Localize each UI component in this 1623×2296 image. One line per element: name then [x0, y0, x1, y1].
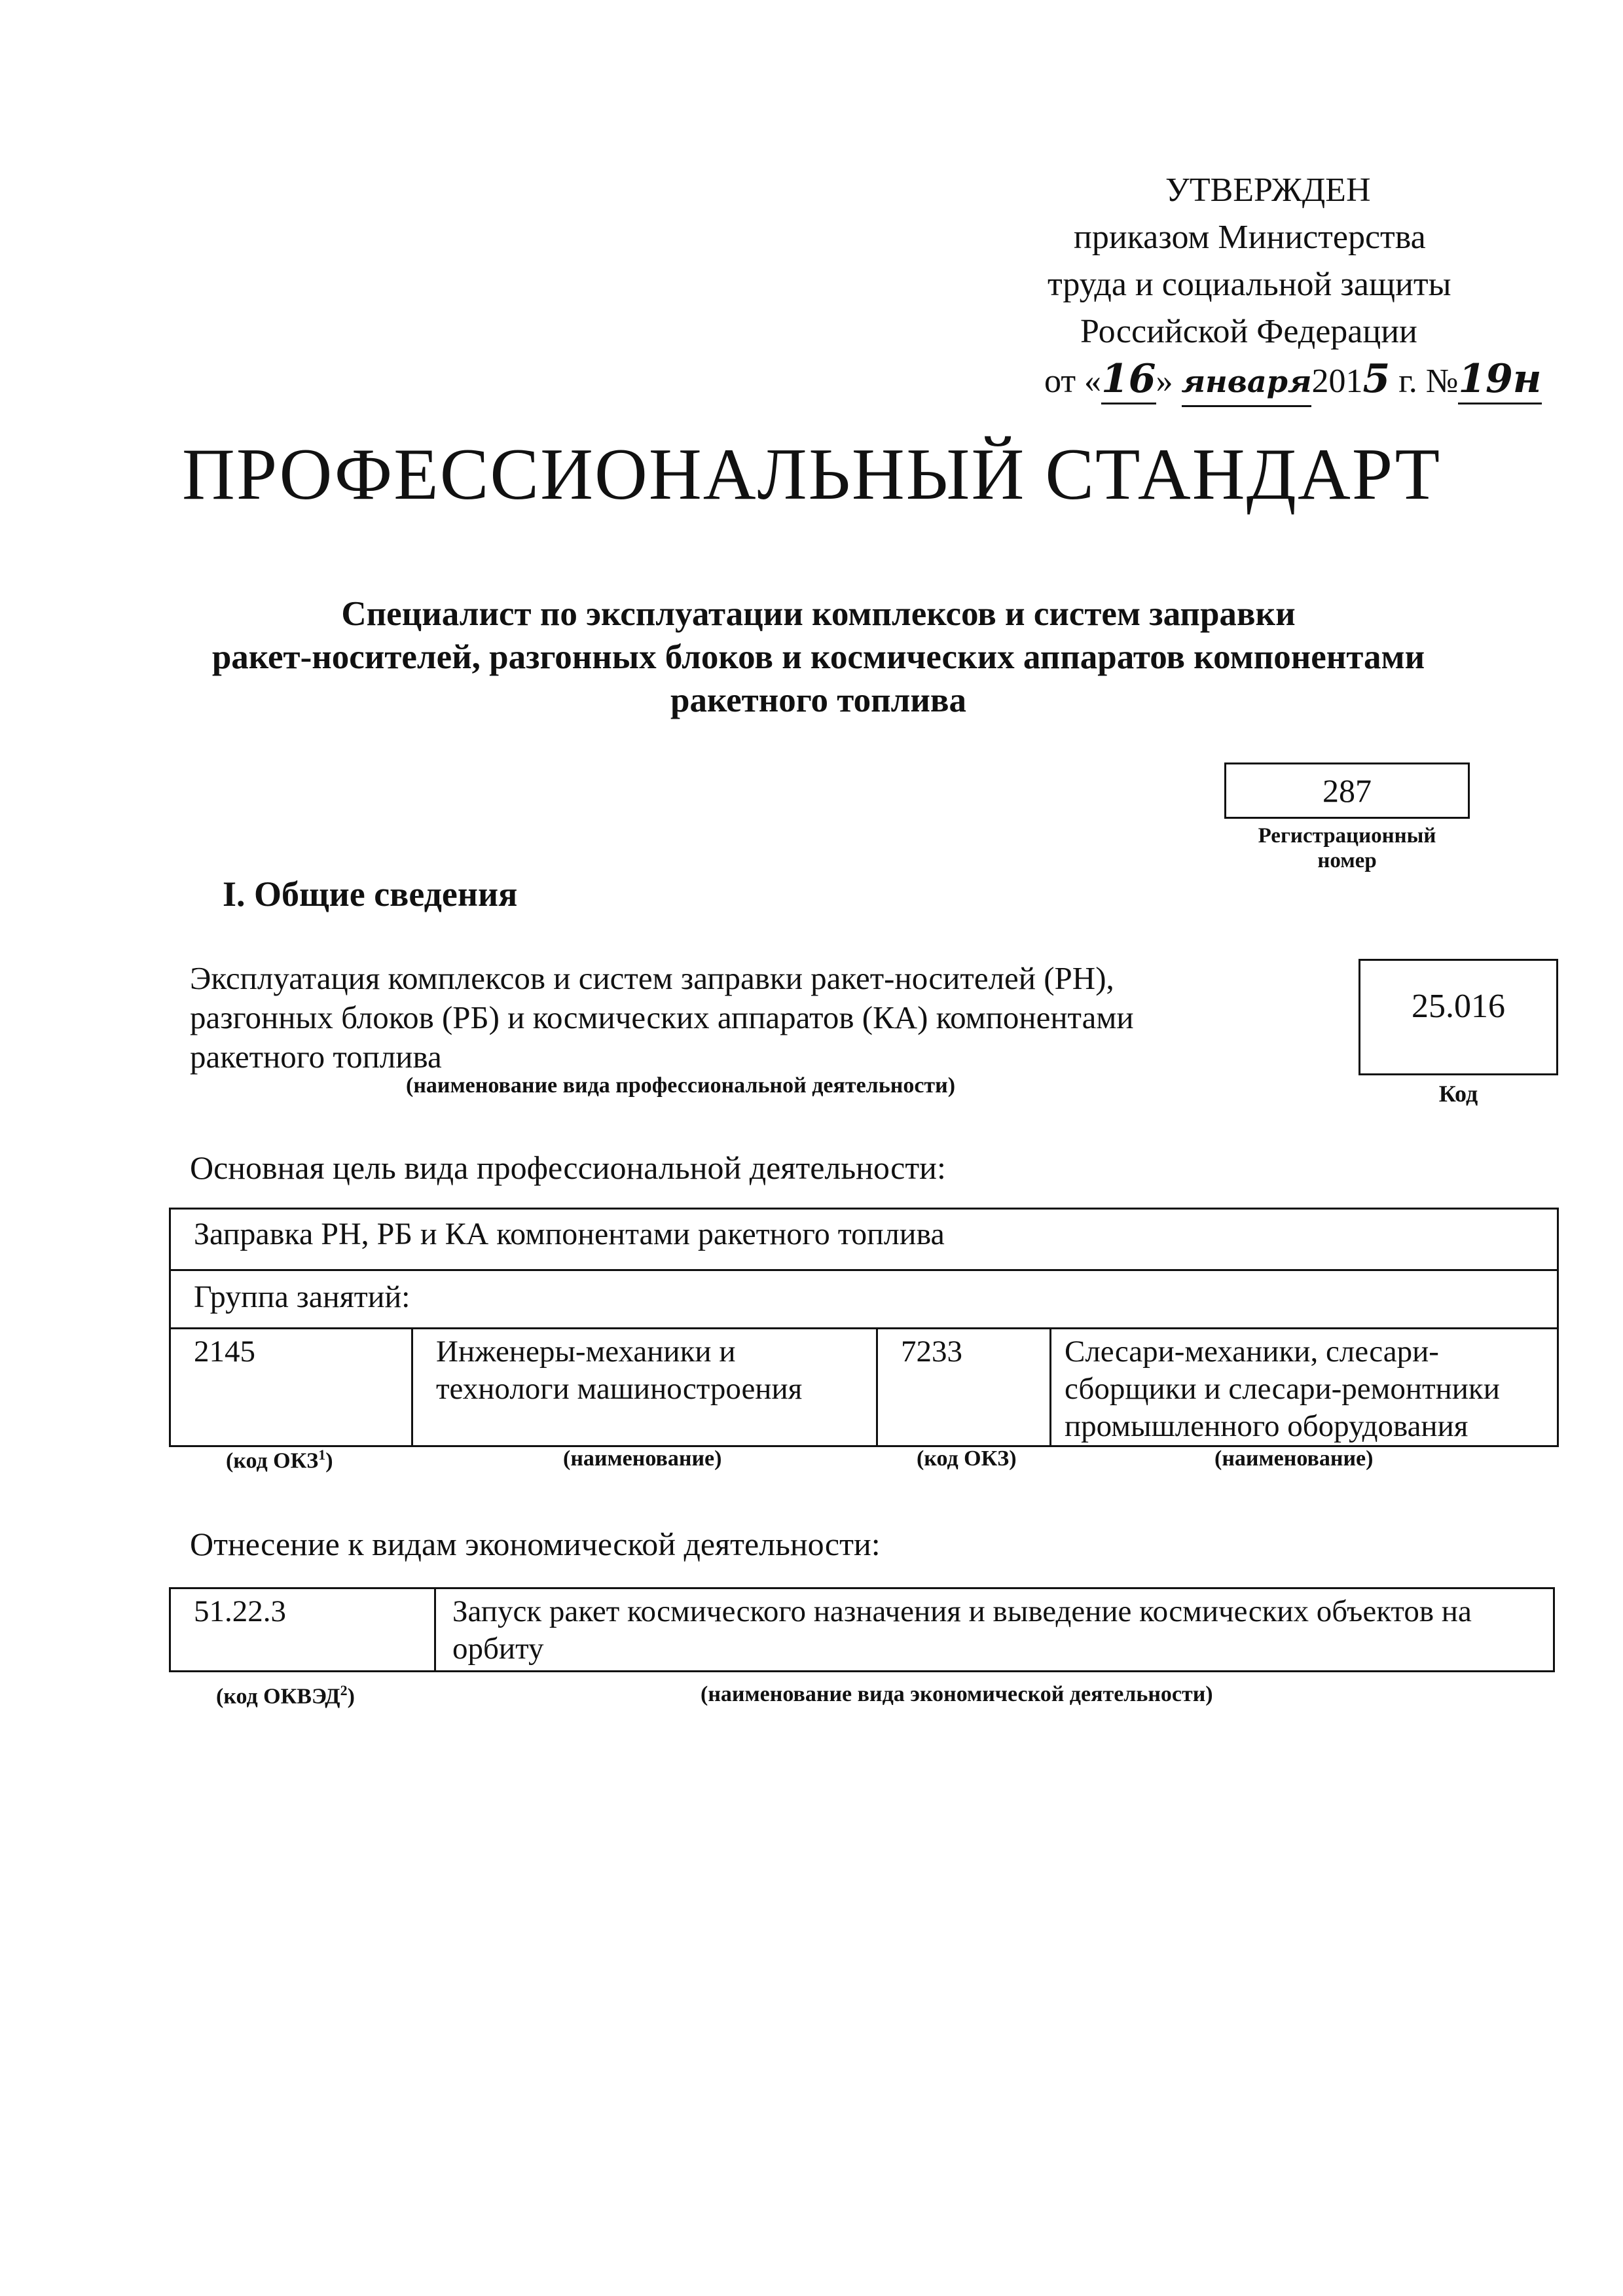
date-prefix: от « [1044, 363, 1102, 400]
okz-name-line: технологи машиностроения [436, 1372, 803, 1406]
approval-line-1: УТВЕРЖДЕН [1165, 171, 1371, 209]
activity-caption: (наименование вида профессиональной деятельности) [406, 1073, 956, 1098]
registration-number-caption [1214, 823, 1480, 873]
okz-name-line: промышленного оборудования [1065, 1409, 1468, 1443]
table-row [170, 1329, 1558, 1446]
standard-name [164, 592, 1473, 722]
okved-table [169, 1587, 1555, 1672]
registration-caption-line-1: Регистрационный [1258, 824, 1436, 848]
approval-date-line [1021, 355, 1545, 407]
approval-line-2: приказом Министерства [1074, 219, 1426, 256]
goal-label: Основная цель вида профессиональной деятельности: [190, 1149, 946, 1186]
okz-name-cell [412, 1329, 877, 1446]
okz-name-line: сборщики и слесари-ремонтники [1065, 1372, 1500, 1406]
okz-code-cell: 7233 [877, 1329, 1051, 1446]
approval-line-3: труда и социальной защиты [1048, 266, 1451, 303]
okz-name-line: Слесари-механики, слесари- [1065, 1335, 1439, 1369]
table-row [170, 1588, 1554, 1672]
date-mid: » [1156, 363, 1173, 400]
okz-name-caption-1: (наименование) [563, 1446, 722, 1471]
standard-name-line-3: ракетного топлива [670, 681, 967, 719]
year-prefix: 201 [1311, 363, 1363, 400]
okz-caption-end: ) [325, 1448, 333, 1473]
okz-code-caption-1 [226, 1446, 333, 1473]
section-title: I. Общие сведения [223, 874, 518, 914]
okz-name-caption-2: (наименование) [1214, 1446, 1374, 1471]
approval-month: января [1182, 358, 1312, 407]
approval-number: 19н [1458, 355, 1541, 404]
activity-line-1: Эксплуатация комплексов и систем заправки ракет-носителей (РН), [190, 960, 1114, 996]
approval-day: 16 [1101, 355, 1156, 404]
activity-line-3: ракетного топлива [190, 1039, 442, 1075]
okved-label: Отнесение к видам экономической деятельности: [190, 1526, 881, 1562]
okz-code-caption-2: (код ОКЗ) [917, 1446, 1017, 1471]
activity-name [190, 959, 1250, 1077]
document-title: ПРОФЕССИОНАЛЬНЫЙ СТАНДАРТ [182, 434, 1441, 515]
year-last-digit: 5 [1362, 356, 1391, 402]
okz-name-line: Инженеры-механики и [436, 1335, 736, 1369]
number-prefix: г. № [1390, 363, 1459, 400]
okved-name-cell [435, 1588, 1554, 1672]
okved-caption-text: (код ОКВЭД [216, 1684, 340, 1709]
okved-name-line: Запуск ракет космического назначения и выведение космических объектов на [452, 1594, 1472, 1628]
okz-code-cell: 2145 [170, 1329, 412, 1446]
footnote-marker: 2 [340, 1682, 348, 1698]
registration-caption-line-2: номер [1317, 849, 1377, 872]
approval-line-4: Российской Федерации [1080, 313, 1417, 350]
okved-name-caption: (наименование вида экономической деятельности) [701, 1682, 1213, 1706]
activity-code-box: 25.016 [1359, 959, 1558, 1075]
standard-name-line-2: ракет-носителей, разгонных блоков и космических аппаратов компонентами [211, 638, 1425, 676]
okved-name-line: орбиту [452, 1632, 544, 1666]
okved-code-caption [216, 1682, 355, 1709]
goal-box: Заправка РН, РБ и КА компонентами ракетного топлива [169, 1208, 1559, 1271]
okved-caption-end: ) [347, 1684, 355, 1709]
footnote-marker: 1 [318, 1446, 326, 1463]
registration-number-box: 287 [1224, 762, 1470, 819]
occupation-group-label: Группа занятий: [169, 1271, 1559, 1329]
activity-code-caption: Код [1438, 1081, 1478, 1107]
activity-line-2: разгонных блоков (РБ) и космических аппаратов (КА) компонентами [190, 999, 1134, 1035]
okz-table [169, 1327, 1559, 1447]
okz-caption-text: (код ОКЗ [226, 1448, 319, 1473]
okved-code-cell: 51.22.3 [170, 1588, 435, 1672]
approval-block [1021, 167, 1545, 407]
standard-name-line-1: Специалист по эксплуатации комплексов и систем заправки [341, 595, 1296, 633]
okz-name-cell [1051, 1329, 1558, 1446]
